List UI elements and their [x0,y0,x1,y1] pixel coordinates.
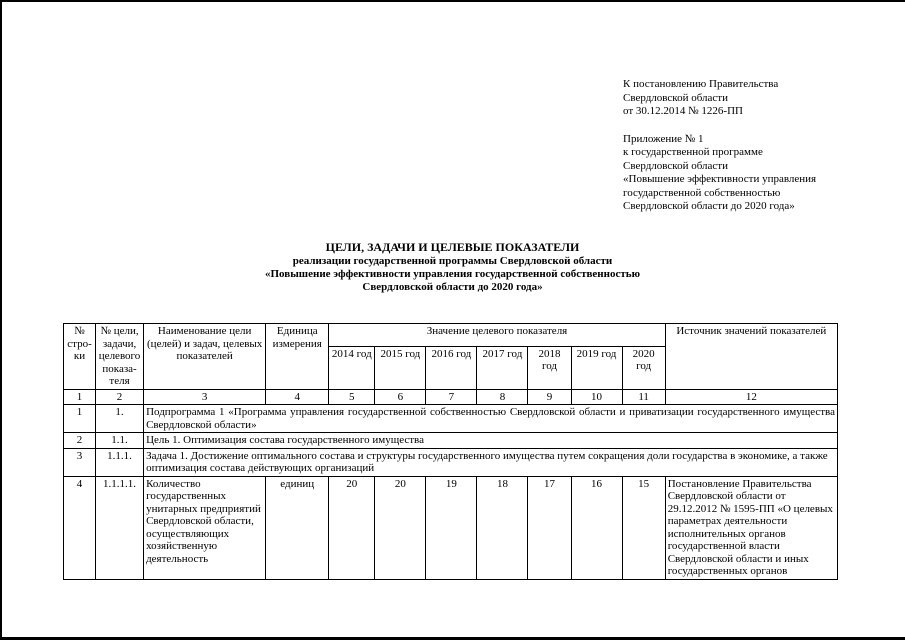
header-year: 2016 год [426,346,477,389]
approval-stamp [623,78,816,214]
goal-text: Цель 1. Оптимизация состава государственного имущества [144,433,838,449]
column-number: 3 [144,389,266,405]
stamp-line: к государственной программе [623,146,763,158]
header-year: 2017 год [477,346,528,389]
indicator-value: 19 [426,476,477,579]
indicator-value: 17 [528,476,571,579]
indicators-table [63,323,838,580]
row-code: 1. [96,405,144,433]
header-year: 2018 год [528,346,571,389]
header-row [64,324,838,347]
row-number: 3 [64,448,96,476]
column-number: 7 [426,389,477,405]
column-number: 4 [266,389,329,405]
stamp-line: Свердловской области до 2020 года» [623,200,795,212]
row-code: 1.1.1.1. [96,476,144,579]
column-number: 12 [665,389,837,405]
header-value-group: Значение целевого показателя [329,324,665,347]
header-year: 2015 год [375,346,426,389]
column-number: 11 [622,389,665,405]
column-number: 8 [477,389,528,405]
document-title [0,240,905,294]
indicator-value: 20 [375,476,426,579]
stamp-line: государственной собственностью [623,186,781,199]
title-subline: реализации государственной программы Свердловской области [292,255,613,267]
header-source: Источник значений показателей [665,324,837,390]
stamp-line: Свердловской области [623,159,728,172]
header-year: 2020 год [622,346,665,389]
row-number: 2 [64,433,96,449]
column-number: 6 [375,389,426,405]
stamp-line: Свердловской области [623,91,728,104]
task-text: Задача 1. Достижение оптимального состава и структуры государственного имущества путем сокращения доли государства в экономике, а также оптимизация состава действующих организаций [144,448,838,476]
stamp-line: «Повышение эффективности управления [623,173,817,185]
row-code: 1.1. [96,433,144,449]
title-subline: «Повышение эффективности управления государственной собственностью [265,268,640,280]
header-unit: Единица измерения [266,324,329,390]
scan-border-top [0,0,905,2]
indicator-value: 20 [329,476,375,579]
indicator-unit: единиц [266,476,329,579]
title-subline: Свердловской области до 2020 года» [362,281,543,293]
row-number: 4 [64,476,96,579]
header-goal-no: № цели, задачи, целевого показа-теля [96,324,144,390]
column-number: 9 [528,389,571,405]
table-row [64,405,838,433]
header-row-no: № стро-ки [64,324,96,390]
header-name: Наименование цели (целей) и задач, целевых показателей [144,324,266,390]
indicator-value: 15 [622,476,665,579]
indicator-name: Количество государственных унитарных предприятий Свердловской области, осуществляющих хозяйственную деятельность [144,476,266,579]
table-row [64,448,838,476]
indicator-value: 16 [571,476,622,579]
column-number: 5 [329,389,375,405]
column-numbers-row [64,389,838,405]
column-number: 2 [96,389,144,405]
row-number: 1 [64,405,96,433]
subprogram-text: Подпрограмма 1 «Программа управления государственной собственностью Свердловской области и приватизации государственного имущества Свердловской области» [144,405,838,433]
stamp-line: К постановлению Правительства [623,78,779,90]
scan-border-left [0,0,2,640]
stamp-line: от 30.12.2014 № 1226-ПП [623,105,743,117]
indicator-row [64,476,838,579]
stamp-line: Приложение № 1 [623,132,704,145]
table-row [64,433,838,449]
header-year: 2014 год [329,346,375,389]
title-heading: ЦЕЛИ, ЗАДАЧИ И ЦЕЛЕВЫЕ ПОКАЗАТЕЛИ [325,240,580,254]
row-code: 1.1.1. [96,448,144,476]
column-number: 10 [571,389,622,405]
indicator-value: 18 [477,476,528,579]
indicator-source: Постановление Правительства Свердловской области от 29.12.2012 № 1595-ПП «О целевых параметрах деятельности исполнительных органов государственной власти Свердловской области и иных государственных органов [665,476,837,579]
column-number: 1 [64,389,96,405]
header-year: 2019 год [571,346,622,389]
